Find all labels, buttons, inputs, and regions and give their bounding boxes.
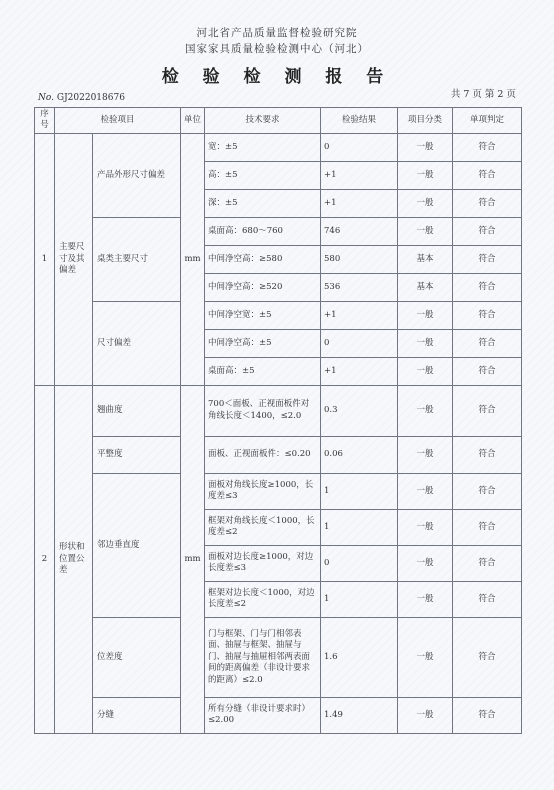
group-number: 2 xyxy=(35,385,55,733)
subitem-name: 翘曲度 xyxy=(93,385,181,436)
class-cell: 一般 xyxy=(398,697,453,733)
requirement-cell: 700＜面板、正视面板件对角线长度＜1400，≤2.0 xyxy=(205,385,321,436)
class-cell: 基本 xyxy=(398,273,453,301)
col-header-item: 检验项目 xyxy=(55,108,181,134)
class-cell: 一般 xyxy=(398,385,453,436)
requirement-cell: 面板、正视面板件：≤0.20 xyxy=(205,436,321,473)
verdict-cell: 符合 xyxy=(453,301,522,329)
table-row xyxy=(35,133,522,161)
report-number-prefix: No. xyxy=(38,93,54,103)
table-row xyxy=(35,617,522,697)
group-name: 形状和位置公差 xyxy=(55,385,93,733)
result-cell: +1 xyxy=(321,189,398,217)
verdict-cell: 符合 xyxy=(453,133,522,161)
page-info: 共 7 页 第 2 页 xyxy=(450,89,516,100)
verdict-cell: 符合 xyxy=(453,581,522,617)
result-cell: 1 xyxy=(321,509,398,545)
group-number: 1 xyxy=(35,133,55,385)
col-header-result: 检验结果 xyxy=(321,108,398,134)
verdict-cell: 符合 xyxy=(453,473,522,509)
report-number xyxy=(38,93,125,103)
requirement-cell: 中间净空宽：±5 xyxy=(205,301,321,329)
class-cell: 一般 xyxy=(398,509,453,545)
subitem-name: 邻边垂直度 xyxy=(93,473,181,617)
subitem-name: 平整度 xyxy=(93,436,181,473)
class-cell: 一般 xyxy=(398,189,453,217)
requirement-cell: 所有分缝（非设计要求时）≤2.00 xyxy=(205,697,321,733)
result-cell: 746 xyxy=(321,217,398,245)
class-cell: 一般 xyxy=(398,473,453,509)
subitem-name: 产品外形尺寸偏差 xyxy=(93,133,181,217)
verdict-cell: 符合 xyxy=(453,161,522,189)
class-cell: 一般 xyxy=(398,581,453,617)
verdict-cell: 符合 xyxy=(453,189,522,217)
table-header-row xyxy=(35,108,522,134)
table-row xyxy=(35,301,522,329)
table-row xyxy=(35,217,522,245)
class-cell: 一般 xyxy=(398,545,453,581)
col-header-verdict: 单项判定 xyxy=(453,108,522,134)
verdict-cell: 符合 xyxy=(453,329,522,357)
table-row xyxy=(35,697,522,733)
unit-cell: mm xyxy=(181,385,205,733)
subitem-name: 位差度 xyxy=(93,617,181,697)
unit-cell: mm xyxy=(181,133,205,385)
result-cell: +1 xyxy=(321,161,398,189)
requirement-cell: 桌面高：680～760 xyxy=(205,217,321,245)
requirement-cell: 框架对角线长度＜1000，长度差≤2 xyxy=(205,509,321,545)
result-cell: 0.06 xyxy=(321,436,398,473)
institute-name: 河北省产品质量监督检验研究院 xyxy=(196,27,358,39)
requirement-cell: 面板对角线长度≥1000，长度差≤3 xyxy=(205,473,321,509)
table-row xyxy=(35,385,522,436)
result-cell: +1 xyxy=(321,301,398,329)
class-cell: 一般 xyxy=(398,357,453,385)
report-number-value: GJ2022018676 xyxy=(56,93,125,103)
class-cell: 一般 xyxy=(398,161,453,189)
class-cell: 一般 xyxy=(398,617,453,697)
result-cell: 1 xyxy=(321,473,398,509)
verdict-cell: 符合 xyxy=(453,217,522,245)
requirement-cell: 桌面高：±5 xyxy=(205,357,321,385)
verdict-cell: 符合 xyxy=(453,545,522,581)
requirement-cell: 高：±5 xyxy=(205,161,321,189)
table-row xyxy=(35,436,522,473)
group-name: 主要尺寸及其偏差 xyxy=(55,133,93,385)
center-name: 国家家具质量检验检测中心（河北） xyxy=(185,43,369,55)
verdict-cell: 符合 xyxy=(453,697,522,733)
report-title: 检 验 检 测 报 告 xyxy=(161,67,393,87)
verdict-cell: 符合 xyxy=(453,357,522,385)
class-cell: 一般 xyxy=(398,301,453,329)
requirement-cell: 门与框架、门与门相邻表面、抽屉与框架、抽屉与门、抽屉与抽屉相邻两表面间的距离偏差（非设计要求的距离）≤2.0 xyxy=(205,617,321,697)
class-cell: 基本 xyxy=(398,245,453,273)
requirement-cell: 框架对边长度＜1000，对边长度差≤2 xyxy=(205,581,321,617)
col-header-unit: 单位 xyxy=(181,108,205,134)
subitem-name: 桌类主要尺寸 xyxy=(93,217,181,301)
verdict-cell: 符合 xyxy=(453,245,522,273)
verdict-cell: 符合 xyxy=(453,509,522,545)
requirement-cell: 中间净空高：±5 xyxy=(205,329,321,357)
requirement-cell: 宽：±5 xyxy=(205,133,321,161)
class-cell: 一般 xyxy=(398,329,453,357)
requirement-cell: 面板对边长度≥1000，对边长度差≤3 xyxy=(205,545,321,581)
class-cell: 一般 xyxy=(398,133,453,161)
result-cell: +1 xyxy=(321,357,398,385)
col-header-class: 项目分类 xyxy=(398,108,453,134)
verdict-cell: 符合 xyxy=(453,617,522,697)
subitem-name: 尺寸偏差 xyxy=(93,301,181,385)
requirement-cell: 中间净空高：≥580 xyxy=(205,245,321,273)
verdict-cell: 符合 xyxy=(453,385,522,436)
result-cell: 1 xyxy=(321,581,398,617)
result-cell: 0.3 xyxy=(321,385,398,436)
subitem-name: 分缝 xyxy=(93,697,181,733)
col-header-requirement: 技术要求 xyxy=(205,108,321,134)
result-cell: 0 xyxy=(321,545,398,581)
inspection-table xyxy=(34,107,522,734)
result-cell: 0 xyxy=(321,133,398,161)
table-row xyxy=(35,473,522,509)
class-cell: 一般 xyxy=(398,217,453,245)
verdict-cell: 符合 xyxy=(453,273,522,301)
result-cell: 536 xyxy=(321,273,398,301)
result-cell: 1.6 xyxy=(321,617,398,697)
result-cell: 1.49 xyxy=(321,697,398,733)
verdict-cell: 符合 xyxy=(453,436,522,473)
col-header-no: 序号 xyxy=(35,108,55,134)
result-cell: 580 xyxy=(321,245,398,273)
class-cell: 一般 xyxy=(398,436,453,473)
requirement-cell: 深：±5 xyxy=(205,189,321,217)
result-cell: 0 xyxy=(321,329,398,357)
requirement-cell: 中间净空高：≥520 xyxy=(205,273,321,301)
